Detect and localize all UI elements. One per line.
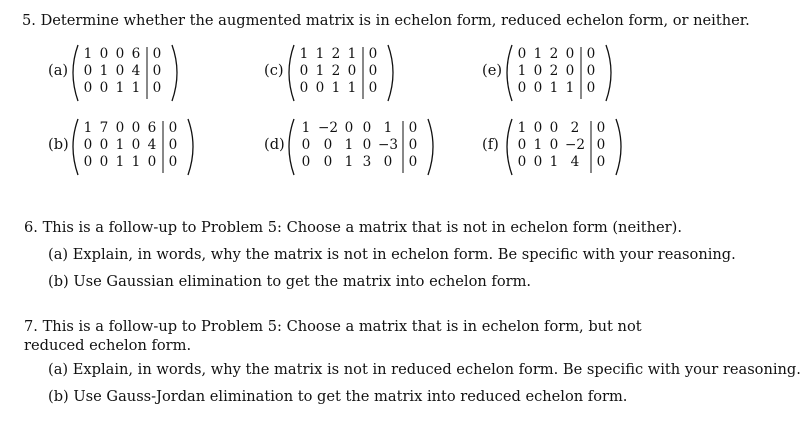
- matrix-entry: 1: [99, 63, 109, 79]
- matrix-entry: 4: [131, 63, 141, 79]
- matrix-entry: 0: [299, 63, 309, 79]
- matrix-entry: 0: [533, 154, 543, 170]
- matrix-entry: −2: [564, 137, 586, 153]
- matrix-entry: 0: [586, 80, 596, 96]
- matrix-entry: 0: [301, 154, 311, 170]
- left-parenthesis: [507, 119, 512, 175]
- left-parenthesis: [289, 45, 294, 101]
- matrix-entry: 1: [83, 46, 93, 62]
- problem-7-part-a: (a) Explain, in words, why the matrix is not in reduced echelon form. Be specific with your reasoning.: [48, 361, 801, 378]
- matrix-entry: 0: [596, 120, 606, 136]
- matrix-label: (c): [264, 62, 284, 79]
- matrix-entry: 0: [315, 80, 325, 96]
- matrix-entry: 1: [115, 137, 125, 153]
- matrix-entry: 0: [368, 46, 378, 62]
- left-parenthesis: [289, 119, 294, 175]
- matrix-label: (a): [48, 62, 69, 79]
- matrix-entry: 1: [299, 46, 309, 62]
- matrix-entry: 0: [347, 63, 357, 79]
- matrix-entry: 0: [586, 63, 596, 79]
- matrix-entry: 0: [362, 137, 372, 153]
- problem-6-text: 6. This is a follow-up to Problem 5: Choose a matrix that is not in echelon form (neither).: [24, 219, 682, 236]
- matrix-entry: 0: [99, 154, 109, 170]
- matrix-entry: 1: [549, 80, 559, 96]
- matrix-entry: 0: [115, 120, 125, 136]
- matrix-entry: 0: [362, 120, 372, 136]
- matrix-entry: 0: [301, 137, 311, 153]
- matrix-entry: 0: [115, 46, 125, 62]
- matrix-entry: 4: [570, 154, 580, 170]
- matrix-entry: 1: [115, 80, 125, 96]
- right-parenthesis: [388, 45, 393, 101]
- matrix-entry: 0: [549, 120, 559, 136]
- matrix-entry: 0: [533, 120, 543, 136]
- matrix-entry: 1: [344, 154, 354, 170]
- matrix-label: (d): [264, 136, 285, 153]
- matrix-entry: 0: [368, 80, 378, 96]
- problem-6-part-a: (a) Explain, in words, why the matrix is not in echelon form. Be specific with your reasoning.: [48, 246, 736, 263]
- matrix-entry: 1: [347, 46, 357, 62]
- matrix-entry: 1: [565, 80, 575, 96]
- right-parenthesis: [188, 119, 193, 175]
- problem-6-part-b: (b) Use Gaussian elimination to get the matrix into echelon form.: [48, 273, 532, 290]
- matrix-entry: 6: [131, 46, 141, 62]
- matrix-entry: 1: [331, 80, 341, 96]
- matrix-entry: 2: [549, 46, 559, 62]
- matrix-entry: 0: [99, 46, 109, 62]
- matrix-label: (b): [48, 136, 69, 153]
- matrix-entry: 0: [115, 63, 125, 79]
- matrix-entry: −2: [317, 120, 339, 136]
- matrix-entry: 0: [565, 46, 575, 62]
- matrix-entry: 1: [115, 154, 125, 170]
- matrix-entry: 0: [99, 80, 109, 96]
- matrix-entry: 1: [347, 80, 357, 96]
- matrix-entry: 1: [517, 120, 527, 136]
- matrix-entry: 7: [99, 120, 109, 136]
- left-parenthesis: [73, 119, 78, 175]
- matrix-entry: 0: [99, 137, 109, 153]
- matrix-entry: 0: [152, 80, 162, 96]
- matrix-entry: 1: [517, 63, 527, 79]
- matrix-entry: 0: [131, 137, 141, 153]
- matrix-entry: 1: [301, 120, 311, 136]
- matrix-entry: 0: [517, 154, 527, 170]
- matrix-entry: 0: [408, 154, 418, 170]
- matrix-entry: 0: [408, 137, 418, 153]
- matrix-entry: −3: [377, 137, 399, 153]
- matrix-entry: 6: [147, 120, 157, 136]
- matrix-entry: 1: [533, 137, 543, 153]
- matrix-entry: 0: [549, 137, 559, 153]
- matrix-entry: 0: [517, 46, 527, 62]
- matrix-entry: 0: [596, 137, 606, 153]
- left-parenthesis: [507, 45, 512, 101]
- matrix-entry: 0: [533, 63, 543, 79]
- matrix-entry: 0: [299, 80, 309, 96]
- matrix-entry: 4: [147, 137, 157, 153]
- matrix-entry: 1: [131, 154, 141, 170]
- matrix-entry: 1: [315, 63, 325, 79]
- matrix-entry: 0: [517, 80, 527, 96]
- problem-5-text: 5. Determine whether the augmented matrix is in echelon form, reduced echelon form, or neither.: [22, 12, 750, 29]
- matrix-entry: 0: [168, 137, 178, 153]
- matrix-entry: 0: [152, 63, 162, 79]
- matrix-entry: 1: [315, 46, 325, 62]
- matrix-label: (f): [482, 136, 499, 153]
- matrix-entry: 1: [383, 120, 393, 136]
- matrix-entry: 0: [168, 154, 178, 170]
- matrix-entry: 1: [549, 154, 559, 170]
- matrix-entry: 0: [586, 46, 596, 62]
- matrix-entry: 1: [131, 80, 141, 96]
- matrix-entry: 0: [533, 80, 543, 96]
- right-parenthesis: [616, 119, 621, 175]
- matrix-entry: 0: [368, 63, 378, 79]
- right-parenthesis: [428, 119, 433, 175]
- matrix-entry: 1: [83, 120, 93, 136]
- matrix-entry: 2: [331, 63, 341, 79]
- matrix-entry: 0: [83, 63, 93, 79]
- matrix-entry: 1: [533, 46, 543, 62]
- problem-7-part-b: (b) Use Gauss-Jordan elimination to get the matrix into reduced echelon form.: [48, 388, 628, 405]
- matrix-entry: 0: [344, 120, 354, 136]
- matrix-entry: 0: [131, 120, 141, 136]
- matrix-entry: 0: [323, 154, 333, 170]
- matrix-entry: 0: [83, 137, 93, 153]
- matrix-entry: 2: [549, 63, 559, 79]
- matrix-entry: 2: [570, 120, 580, 136]
- right-parenthesis: [606, 45, 611, 101]
- matrix-entry: 0: [168, 120, 178, 136]
- matrix-entry: 0: [83, 80, 93, 96]
- matrix-entry: 0: [408, 120, 418, 136]
- problem-7-text: 7. This is a follow-up to Problem 5: Choose a matrix that is in echelon form, but not reduced echelon form.: [24, 318, 642, 354]
- matrix-entry: 0: [147, 154, 157, 170]
- matrix-entry: 0: [517, 137, 527, 153]
- matrix-entry: 0: [565, 63, 575, 79]
- matrix-entry: 2: [331, 46, 341, 62]
- matrix-label: (e): [482, 62, 503, 79]
- matrix-entry: 0: [383, 154, 393, 170]
- matrix-entry: 1: [344, 137, 354, 153]
- right-parenthesis: [172, 45, 177, 101]
- matrix-entry: 3: [362, 154, 372, 170]
- matrix-entry: 0: [152, 46, 162, 62]
- matrix-entry: 0: [323, 137, 333, 153]
- matrix-entry: 0: [83, 154, 93, 170]
- left-parenthesis: [73, 45, 78, 101]
- matrix-entry: 0: [596, 154, 606, 170]
